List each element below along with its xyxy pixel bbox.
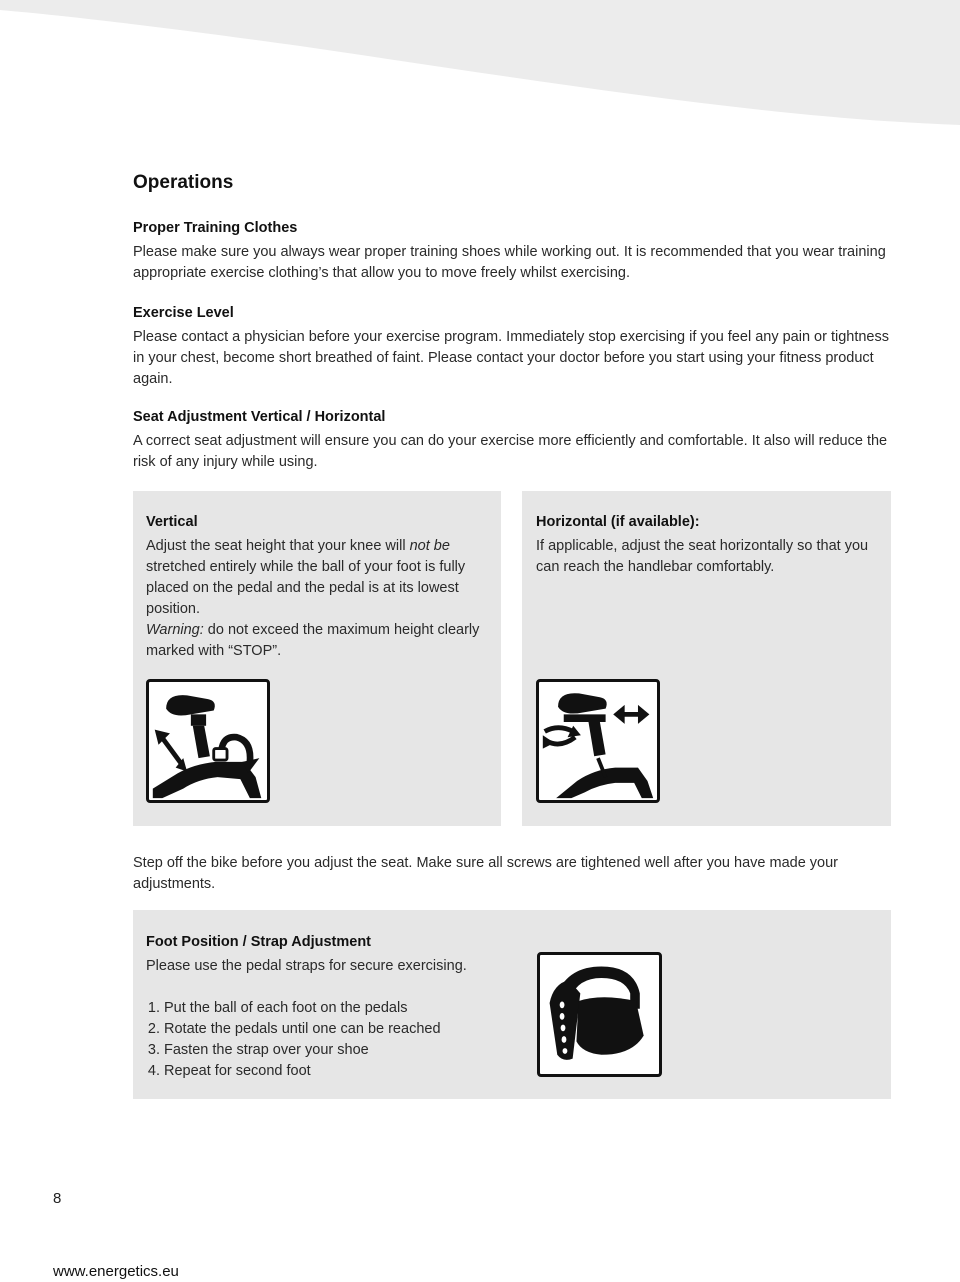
foot-position-steps [146, 998, 516, 1082]
seat-horizontal-adjust-icon [536, 679, 660, 803]
foot-position-intro: Please use the pedal straps for secure exercising. [146, 958, 467, 974]
horizontal-adjust-box [522, 491, 891, 826]
training-clothes-heading: Proper Training Clothes [133, 220, 298, 236]
step-item: 4. Repeat for second foot [164, 1061, 516, 1082]
vertical-text-emphasis: not be [409, 538, 450, 554]
vertical-warning-text: do not exceed the maximum height clearly marked with “STOP”. [146, 622, 480, 659]
vertical-text [146, 536, 486, 662]
seat-adjustment-section [133, 409, 893, 473]
horizontal-heading: Horizontal (if available): [536, 514, 700, 530]
exercise-level-section [133, 305, 893, 390]
seat-adjustment-text: A correct seat adjustment will ensure you can do your exercise more efficiently and comfortable. It also will reduce the risk of any injury while using. [133, 433, 888, 470]
header-swoosh [0, 0, 960, 140]
training-clothes-text: Please make sure you always wear proper training shoes while working out. It is recommended that you wear training appropriate exercise clothing’s that allow you to move freely whilst exercising. [133, 244, 886, 281]
step-item: 1. Put the ball of each foot on the pedals [164, 998, 516, 1019]
page-number: 8 [53, 1190, 62, 1207]
step-item: 2. Rotate the pedals until one can be reached [164, 1019, 516, 1040]
exercise-level-text: Please contact a physician before your exercise program. Immediately stop exercising if you feel any pain or tightness in your chest, become short breathed of faint. Please contact your doctor before you start using your fitness product again. [133, 329, 889, 387]
vertical-warning-label: Warning: [146, 622, 204, 638]
vertical-text-after: stretched entirely while the ball of your foot is fully placed on the pedal and the pedal is at its lowest position. [146, 559, 466, 617]
vertical-adjust-box [133, 491, 501, 826]
pedal-strap-icon [537, 952, 662, 1077]
footer-url[interactable]: www.energetics.eu [53, 1263, 179, 1280]
page-title: Operations [133, 172, 234, 193]
foot-position-box [133, 910, 891, 1099]
step-off-text: Step off the bike before you adjust the seat. Make sure all screws are tightened well after you have made your adjustments. [133, 855, 838, 892]
vertical-text-before: Adjust the seat height that your knee will [146, 538, 410, 554]
step-off-section [133, 853, 893, 895]
training-clothes-section [133, 220, 893, 284]
vertical-heading: Vertical [146, 514, 198, 530]
seat-adjustment-heading: Seat Adjustment Vertical / Horizontal [133, 409, 386, 425]
foot-position-heading: Foot Position / Strap Adjustment [146, 934, 372, 950]
step-item: 3. Fasten the strap over your shoe [164, 1040, 516, 1061]
horizontal-text: If applicable, adjust the seat horizontally so that you can reach the handlebar comfortably. [536, 538, 869, 575]
seat-vertical-adjust-icon [146, 679, 270, 803]
exercise-level-heading: Exercise Level [133, 305, 234, 321]
